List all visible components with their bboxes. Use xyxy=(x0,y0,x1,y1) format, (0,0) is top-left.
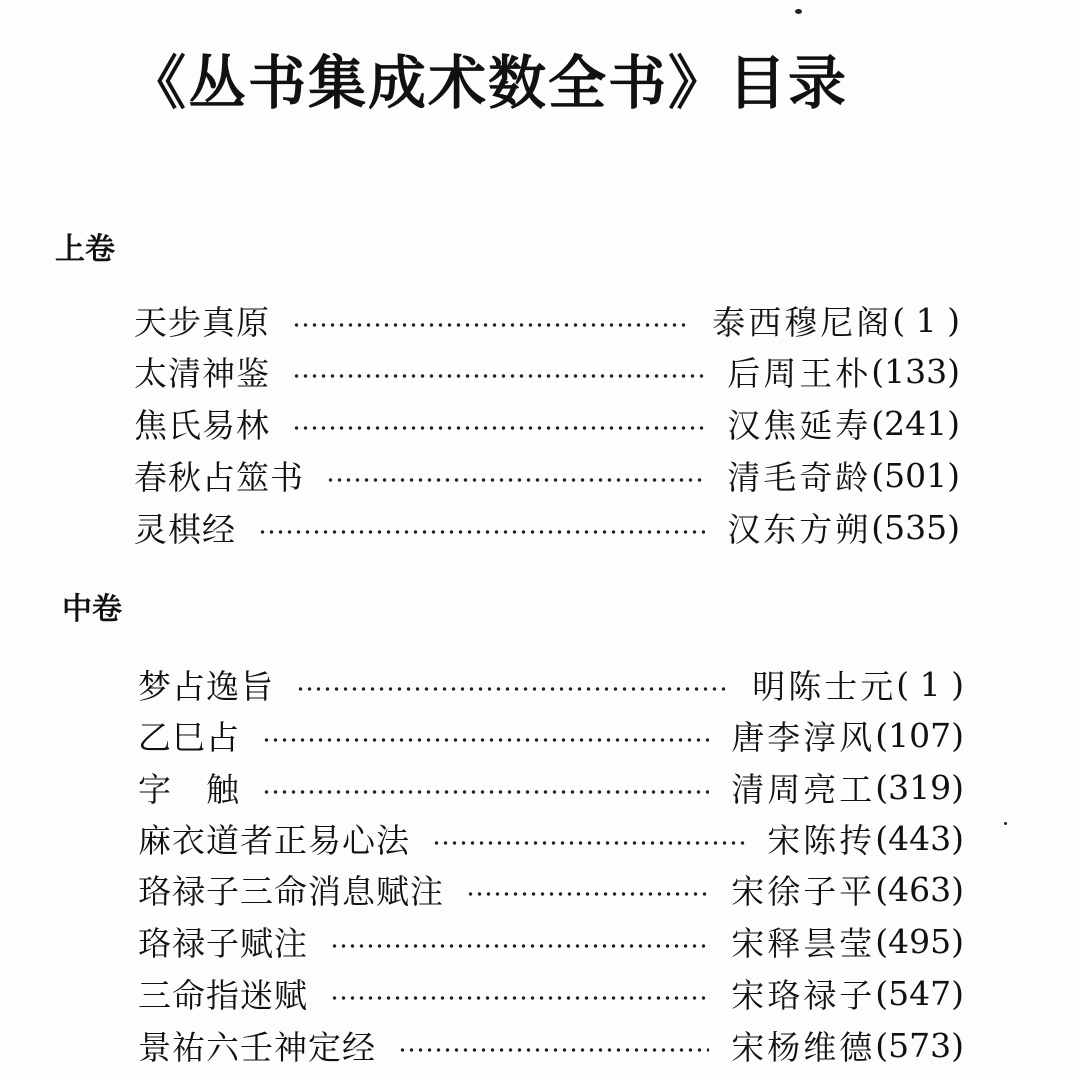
toc-entry[interactable] xyxy=(134,400,960,446)
toc-entry[interactable] xyxy=(138,712,964,758)
dot-leader xyxy=(330,944,709,948)
entry-author: 明陈士元 xyxy=(752,666,897,706)
entry-page-number: ( 1 ) xyxy=(892,300,960,340)
entry-title: 三命指迷赋 xyxy=(138,975,308,1015)
entry-page-number: (495) xyxy=(875,921,964,961)
entry-title: 景祐六壬神定经 xyxy=(138,1027,376,1067)
toc-entry[interactable] xyxy=(138,661,964,707)
entry-author: 清周亮工 xyxy=(731,769,876,809)
entry-author: 宋杨维德 xyxy=(731,1027,876,1067)
dot-leader xyxy=(262,790,709,794)
toc-entry[interactable] xyxy=(138,764,964,810)
entry-author: 清毛奇龄 xyxy=(727,457,872,497)
toc-entry[interactable] xyxy=(138,815,964,861)
toc-entry[interactable] xyxy=(134,348,960,394)
entry-title: 梦占逸旨 xyxy=(138,666,274,706)
entry-page-number: (443) xyxy=(875,818,964,858)
entry-title: 焦氏易林 xyxy=(134,405,270,445)
section-heading-middle-volume: 中卷 xyxy=(62,592,122,627)
dot-leader xyxy=(466,892,709,896)
entry-page-number: (241) xyxy=(871,403,960,443)
entry-author: 汉焦延寿 xyxy=(727,405,872,445)
entry-author: 宋陈抟 xyxy=(767,820,876,860)
scan-speck xyxy=(795,9,802,14)
page-title: 《丛书集成术数全书》目录 xyxy=(128,49,849,117)
toc-entry[interactable] xyxy=(134,504,960,550)
entry-title: 灵棋经 xyxy=(134,509,236,549)
entry-title: 字 触 xyxy=(138,769,240,809)
entry-title: 麻衣道者正易心法 xyxy=(138,820,410,860)
dot-leader xyxy=(296,687,730,691)
entry-author: 后周王朴 xyxy=(727,353,872,393)
scan-speck xyxy=(1004,822,1007,825)
entry-title: 珞禄子三命消息赋注 xyxy=(138,871,444,911)
toc-entry[interactable] xyxy=(138,866,964,912)
entry-page-number: (319) xyxy=(875,767,964,807)
entry-page-number: (133) xyxy=(871,351,960,391)
entry-page-number: (463) xyxy=(875,869,964,909)
entry-title: 太清神鉴 xyxy=(134,353,270,393)
toc-entry[interactable] xyxy=(134,452,960,498)
entry-title: 乙巳占 xyxy=(138,717,240,757)
entry-page-number: (573) xyxy=(875,1025,964,1065)
entry-author: 宋珞禄子 xyxy=(731,975,876,1015)
entry-title: 天步真原 xyxy=(134,302,270,342)
entry-page-number: (107) xyxy=(875,715,964,755)
entry-author: 宋释昙莹 xyxy=(731,923,876,963)
entry-title: 春秋占筮书 xyxy=(134,457,304,497)
dot-leader xyxy=(398,1048,709,1052)
dot-leader xyxy=(262,738,709,742)
dot-leader xyxy=(292,374,705,378)
entry-page-number: (501) xyxy=(871,455,960,495)
entry-author: 唐李淳风 xyxy=(731,717,876,757)
dot-leader xyxy=(330,996,709,1000)
section-heading-upper-volume: 上卷 xyxy=(55,232,115,267)
entry-author: 汉东方朔 xyxy=(727,509,872,549)
entry-page-number: (547) xyxy=(875,973,964,1013)
toc-entry[interactable] xyxy=(138,1022,964,1068)
dot-leader xyxy=(432,841,745,845)
dot-leader xyxy=(258,530,705,534)
dot-leader xyxy=(326,478,705,482)
dot-leader xyxy=(292,323,690,327)
entry-title: 珞禄子赋注 xyxy=(138,923,308,963)
toc-entry[interactable] xyxy=(138,970,964,1016)
dot-leader xyxy=(292,426,705,430)
entry-page-number: ( 1 ) xyxy=(896,664,964,704)
entry-author: 泰西穆尼阁 xyxy=(712,302,893,342)
entry-author: 宋徐子平 xyxy=(731,871,876,911)
toc-entry[interactable] xyxy=(134,297,960,343)
entry-page-number: (535) xyxy=(871,507,960,547)
toc-entry[interactable] xyxy=(138,918,964,964)
